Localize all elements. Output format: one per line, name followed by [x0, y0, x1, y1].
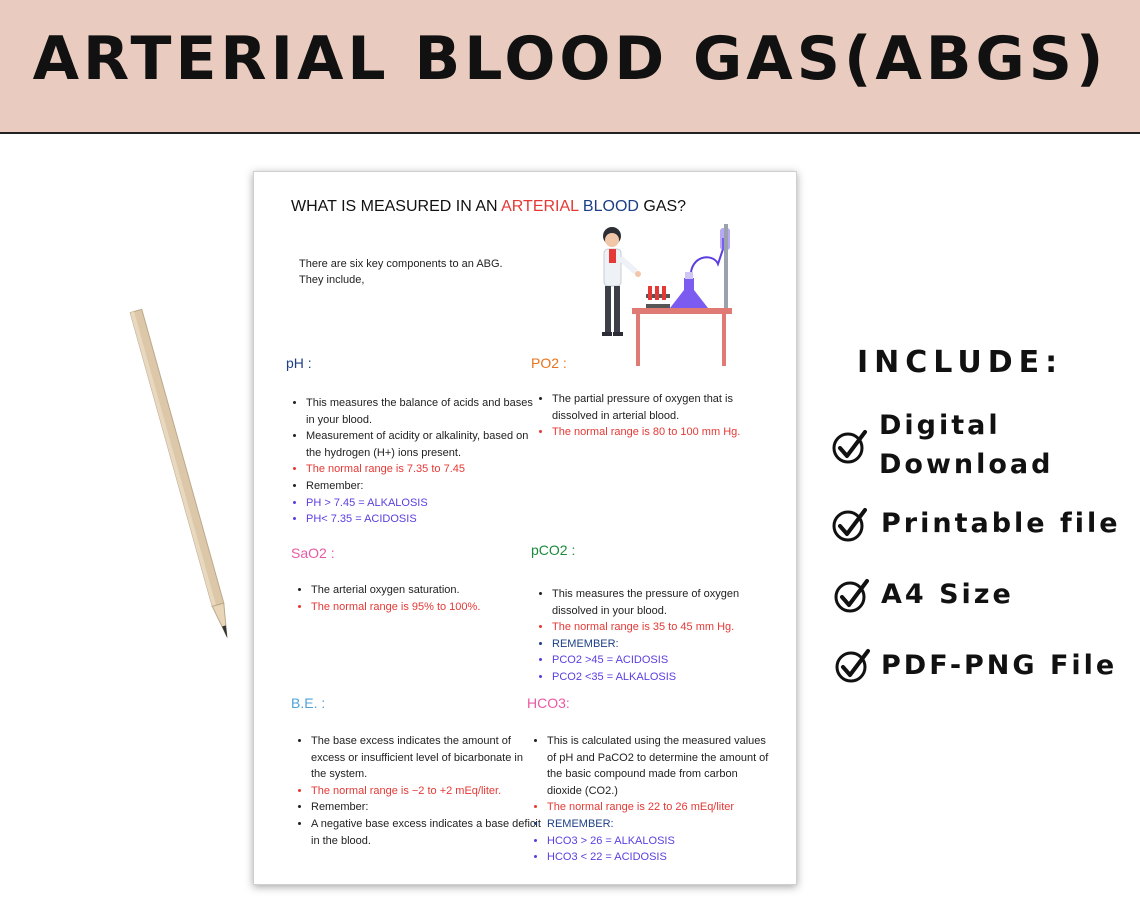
list-po2	[538, 391, 752, 441]
title-word-arterial: ARTERIAL	[501, 198, 579, 215]
check-circle-icon	[833, 577, 871, 615]
list-item: • The partial pressure of oxygen that is dissolved in arterial blood.	[552, 391, 752, 424]
intro-line: There are six key components to an ABG.	[299, 258, 503, 270]
title-word-blood: BLOOD	[582, 198, 639, 215]
section-heading-po2	[531, 355, 567, 371]
list-ph	[292, 395, 544, 528]
include-item-a4: A4 Size	[881, 579, 1014, 610]
sheet-title	[291, 198, 686, 216]
list-item: • The normal range is 80 to 100 mm Hg.	[552, 424, 752, 441]
section-heading-sao2	[291, 545, 335, 561]
intro-text	[299, 256, 539, 288]
include-item-printable: Printable file	[881, 508, 1121, 539]
list-item: • The base excess indicates the amount of excess or insufficient level of bicarbonate in the system.	[311, 733, 541, 783]
section-heading-be	[291, 695, 325, 711]
list-item: • This measures the balance of acids and bases in your blood.	[306, 395, 544, 428]
list-item: • Measurement of acidity or alkalinity, based on the hydrogen (H+) ions present.	[306, 428, 544, 461]
title-text-end: GAS?	[638, 198, 687, 215]
check-circle-icon	[834, 647, 872, 685]
heading-text: B.E. :	[291, 695, 326, 711]
list-item: • This measures the pressure of oxygen dissolved in your blood.	[552, 586, 757, 619]
list-pco2	[538, 586, 757, 686]
list-item: • The normal range is −2 to +2 mEq/liter.	[311, 783, 541, 800]
title-text: WHAT IS MEASURED IN AN	[291, 198, 502, 215]
include-heading: INCLUDE:	[857, 345, 1064, 380]
list-item: • Remember:	[311, 799, 541, 816]
scientist-illustration	[584, 224, 744, 369]
heading-text: pCO2 :	[531, 542, 576, 558]
section-heading-hco3	[527, 695, 570, 711]
list-item: • The normal range is 7.35 to 7.45	[306, 461, 544, 478]
include-item-pdf-png: PDF-PNG File	[881, 650, 1118, 681]
list-item: • PH< 7.35 = ACIDOSIS	[306, 511, 544, 528]
list-item: • HCO3 > 26 = ALKALOSIS	[547, 833, 775, 850]
list-item: • Remember:	[306, 478, 544, 495]
list-be	[297, 733, 541, 849]
list-item: • HCO3 < 22 = ACIDOSIS	[547, 849, 775, 866]
list-item: • The normal range is 35 to 45 mm Hg.	[552, 619, 757, 636]
heading-text: HCO3:	[527, 695, 570, 711]
list-sao2	[297, 582, 541, 615]
list-hco3	[533, 733, 775, 866]
list-item: • A negative base excess indicates a base deficit in the blood.	[311, 816, 541, 849]
intro-line: They include,	[299, 274, 365, 286]
section-heading-pco2	[531, 542, 575, 558]
list-item: • PCO2 <35 = ALKALOSIS	[552, 669, 757, 686]
list-item: • The normal range is 22 to 26 mEq/liter	[547, 799, 775, 816]
banner-title: ARTERIAL BLOOD GAS(ABGS)	[32, 24, 1108, 94]
list-item: • PCO2 >45 = ACIDOSIS	[552, 652, 757, 669]
list-item: • PH > 7.45 = ALKALOSIS	[306, 495, 544, 512]
list-item: • REMEMBER:	[552, 636, 757, 653]
pencil-illustration	[0, 0, 260, 700]
list-item: • REMEMBER:	[547, 816, 775, 833]
list-item: • This is calculated using the measured values of pH and PaCO2 to determine the amount of the basic compound made from carbon dioxide (CO2.)	[547, 733, 775, 799]
include-item-download: Download	[879, 449, 1054, 480]
check-circle-icon	[831, 428, 869, 466]
heading-text: pH :	[286, 355, 312, 371]
heading-text: PO2 :	[531, 355, 567, 371]
worksheet-page	[253, 171, 797, 885]
check-circle-icon	[831, 506, 869, 544]
list-item: • The normal range is 95% to 100%.	[311, 599, 541, 616]
list-item: • The arterial oxygen saturation.	[311, 582, 541, 599]
heading-text: SaO2 :	[291, 545, 335, 561]
section-heading-ph	[286, 355, 312, 371]
include-item-digital: Digital	[879, 410, 1001, 441]
